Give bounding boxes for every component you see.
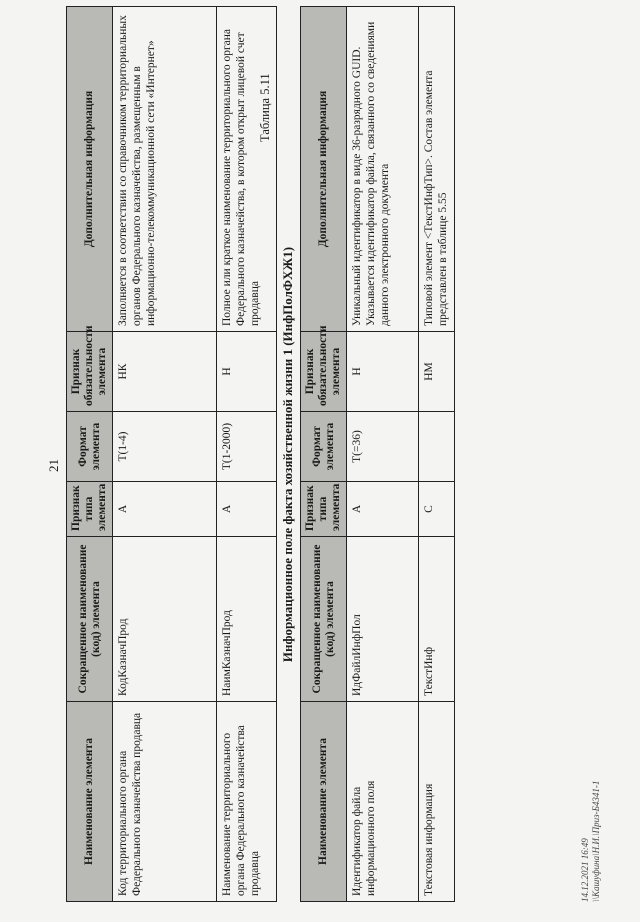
- column-header-info: Дополнительная информация: [67, 7, 113, 332]
- print-stamp: [580, 781, 602, 902]
- column-header-code: Сокращенное наименование (код) элемента: [67, 537, 113, 702]
- cell-name: Текстовая информация: [419, 702, 455, 902]
- print-stamp-path: \\Кашуфина\Н.И.\Приз-Б4341-1: [591, 780, 601, 902]
- column-header-name: Наименование элемента: [67, 702, 113, 902]
- table-title: Информационное поле факта хозяйственной жизни 1 (ИнфПолФХЖ1): [280, 246, 295, 663]
- column-header-required: Признак обязательности элемента: [67, 332, 113, 412]
- cell-code: КодКазначПрод: [113, 537, 217, 702]
- table-5-10-continuation: [66, 6, 277, 902]
- page-number: 21: [46, 459, 61, 472]
- column-header-format: Формат элемента: [301, 412, 347, 482]
- table-header-row: [301, 7, 347, 902]
- cell-required: НМ: [419, 332, 455, 412]
- cell-required: Н: [217, 332, 277, 412]
- table-5-11: [300, 6, 455, 902]
- cell-code: ИдФайлИнфПол: [347, 537, 419, 702]
- column-header-name: Наименование элемента: [301, 702, 347, 902]
- table-row: [419, 7, 455, 902]
- cell-info: Заполняется в соответствии со справочником территориальных органов Федерального казначейства, размещенным в информационно-телекоммуникационной сети «Интернет»: [113, 7, 217, 332]
- cell-code: ТекстИнф: [419, 537, 455, 702]
- cell-type: С: [419, 482, 455, 537]
- cell-required: Н: [347, 332, 419, 412]
- cell-info: Типовой элемент <ТекстИнфТип>. Состав элемента представлен в таблице 5.55: [419, 7, 455, 332]
- table-header-row: [67, 7, 113, 902]
- cell-required: НК: [113, 332, 217, 412]
- table-label: Таблица 5.11: [258, 73, 272, 142]
- cell-type: А: [347, 482, 419, 537]
- cell-code: НаимКазначПрод: [217, 537, 277, 702]
- cell-name: Код территориального органа Федерального казначейства продавца: [113, 702, 217, 902]
- cell-type: А: [113, 482, 217, 537]
- cell-format: T(=36): [347, 412, 419, 482]
- cell-name: Идентификатор файла информационного поля: [347, 702, 419, 902]
- cell-info: Полное или краткое наименование территориального органа Федерального казначейства, в котором открыт лицевой счет продавца: [217, 7, 277, 332]
- column-header-type: Признак типа элемента: [67, 482, 113, 537]
- table-row: [113, 7, 217, 902]
- column-header-code: Сокращенное наименование (код) элемента: [301, 537, 347, 702]
- column-header-format: Формат элемента: [67, 412, 113, 482]
- print-stamp-date: 14.12.2021 16:49: [580, 838, 590, 902]
- column-header-type: Признак типа элемента: [301, 482, 347, 537]
- column-header-required: Признак обязательности элемента: [301, 332, 347, 412]
- cell-info: Уникальный идентификатор в виде 36-разрядного GUID. Указывается идентификатор файла, связанного со сведениями данного электронного документа: [347, 7, 419, 332]
- cell-type: А: [217, 482, 277, 537]
- cell-name: Наименование территориального органа Федерального казначейства продавца: [217, 702, 277, 902]
- cell-format: T(1-2000): [217, 412, 277, 482]
- cell-format: T(1-4): [113, 412, 217, 482]
- table-row: [347, 7, 419, 902]
- cell-format: [419, 412, 455, 482]
- column-header-info: Дополнительная информация: [301, 7, 347, 332]
